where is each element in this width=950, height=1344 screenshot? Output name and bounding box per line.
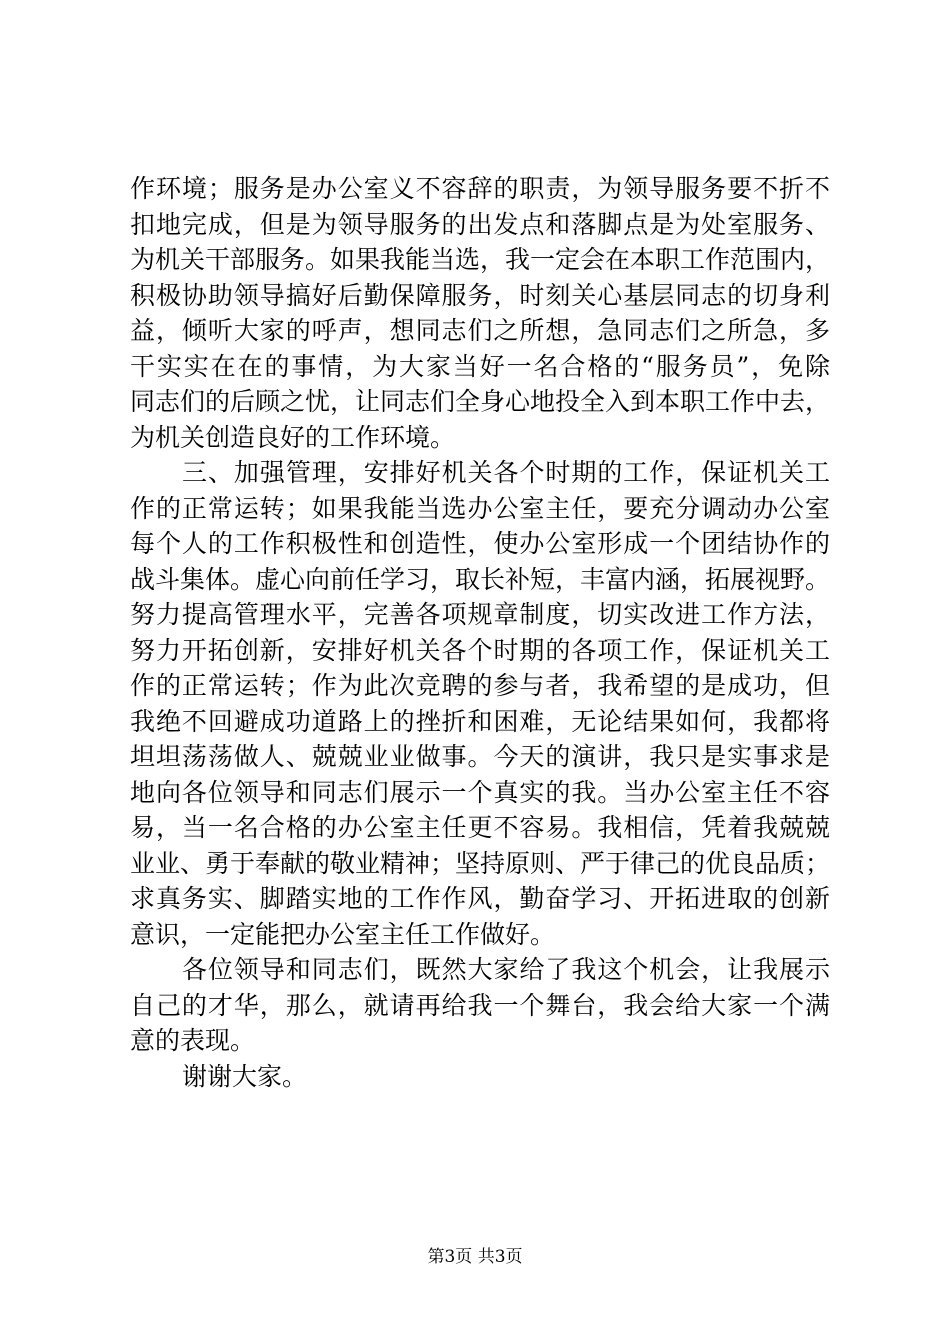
text-line: 我绝不回避成功道路上的挫折和困难，无论结果如何，我都将: [130, 706, 830, 736]
text-line: 扣地完成，但是为领导服务的出发点和落脚点是为处室服务、: [130, 209, 830, 239]
text-line: 为机关干部服务。如果我能当选，我一定会在本职工作范围内，: [130, 245, 831, 274]
text-line: 自己的才华，那么，就请再给我一个舞台，我会给大家一个满: [130, 990, 830, 1020]
text-line: 每个人的工作积极性和创造性，使办公室形成一个团结协作的: [130, 529, 830, 558]
text-line: 求真务实、脚踏实地的工作作风，勤奋学习、开拓进取的创新: [130, 884, 830, 913]
text-line: 干实实在在的事情，为大家当好一名合格的“服务员”，免除: [130, 351, 830, 381]
paragraph-start-line: 各位领导和同志们，既然大家给了我这个机会，让我展示: [182, 955, 830, 984]
text-line: 作的正常运转；作为此次竞聘的参与者，我希望的是成功，但: [130, 671, 830, 700]
text-line: 作环境；服务是办公室义不容辞的职责，为领导服务要不折不: [130, 174, 830, 203]
closing-line: 谢谢大家。: [182, 1061, 308, 1091]
text-line: 益，倾听大家的呼声，想同志们之所想，急同志们之所急，多: [130, 316, 830, 345]
text-line: 业业、勇于奉献的敬业精神；坚持原则、严于律己的优良品质；: [130, 848, 831, 878]
text-line: 努力开拓创新，安排好机关各个时期的各项工作，保证机关工: [130, 635, 830, 665]
text-line: 为机关创造良好的工作环境。: [130, 422, 456, 452]
text-line: 意的表现。: [130, 1026, 256, 1055]
text-line: 坦坦荡荡做人、兢兢业业做事。今天的演讲，我只是实事求是: [130, 742, 830, 771]
text-line: 努力提高管理水平，完善各项规章制度，切实改进工作方法，: [130, 600, 830, 629]
text-line: 地向各位领导和同志们展示一个真实的我。当办公室主任不容: [130, 777, 830, 807]
text-line: 战斗集体。虚心向前任学习，取长补短，丰富内涵，拓展视野。: [130, 564, 831, 594]
text-line: 作的正常运转；如果我能当选办公室主任，要充分调动办公室: [130, 493, 830, 523]
text-line: 意识，一定能把办公室主任工作做好。: [130, 919, 556, 949]
text-line: 同志们的后顾之忧，让同志们全身心地投全入到本职工作中去，: [130, 387, 831, 416]
page-number-footer: 第3页 共3页: [427, 1247, 523, 1267]
text-line: 易，当一名合格的办公室主任更不容易。我相信，凭着我兢兢: [130, 813, 830, 842]
paragraph-start-line: 三、加强管理，安排好机关各个时期的工作，保证机关工: [182, 458, 830, 487]
text-line: 积极协助领导搞好后勤保障服务，时刻关心基层同志的切身利: [130, 280, 830, 310]
document-body: [130, 171, 830, 1094]
